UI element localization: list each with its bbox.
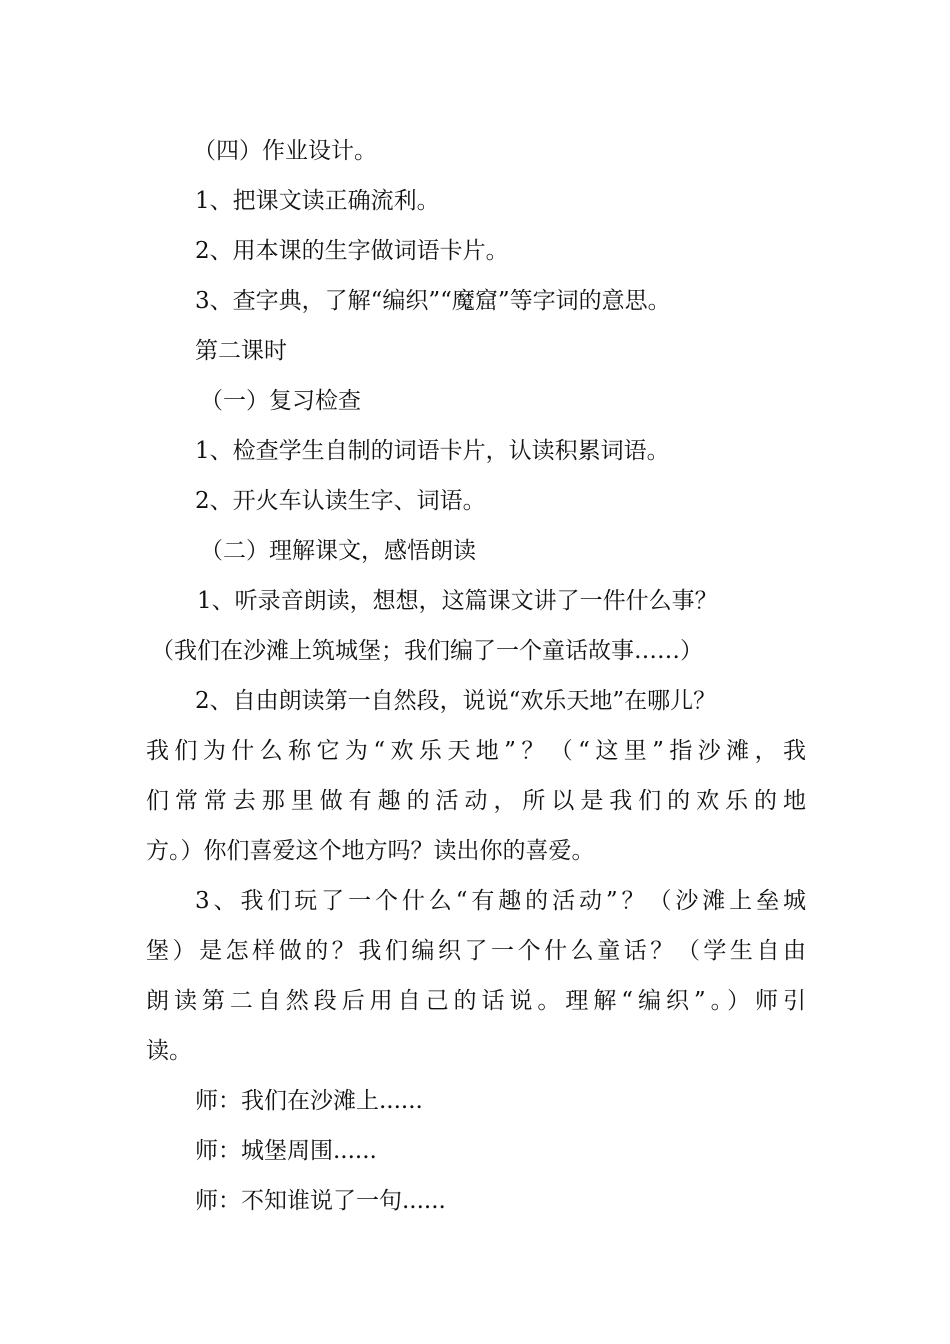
paragraph-line: 堡）是怎样做的？我们编织了一个什么童话？（学生自由 <box>146 938 806 964</box>
paragraph-line: 1、听录音朗读，想想，这篇课文讲了一件什么事？ <box>197 588 718 614</box>
paragraph-line: 2、自由朗读第一自然段，说说“欢乐天地”在哪儿？ <box>195 688 717 714</box>
dialogue-line: 师：不知谁说了一句...... <box>195 1188 446 1214</box>
paragraph-line: 我们为什么称它为“欢乐天地”？（“这里”指沙滩，我 <box>146 738 806 764</box>
dialogue-line: 师：城堡周围...... <box>195 1138 377 1164</box>
paragraph-line: 3、查字典，了解“编织”“魔窟”等字词的意思。 <box>195 288 671 314</box>
lesson-heading: 第二课时 <box>195 338 287 364</box>
paragraph-line: 读。 <box>146 1038 192 1064</box>
paragraph-line: 1、检查学生自制的词语卡片，认读积累词语。 <box>195 438 670 464</box>
dialogue-line: 师：我们在沙滩上...... <box>195 1088 423 1114</box>
paragraph-line: 2、开火车认读生字、词语。 <box>195 488 486 514</box>
paragraph-line: 3、我们玩了一个什么“有趣的活动”？（沙滩上垒城 <box>195 888 806 914</box>
section-heading-homework: （四）作业设计。 <box>193 138 377 164</box>
section-heading-review: （一）复习检查 <box>200 388 361 414</box>
paragraph-line: （我们在沙滩上筑城堡；我们编了一个童话故事……） <box>151 638 703 664</box>
paragraph-line: 2、用本课的生字做词语卡片。 <box>195 238 509 264</box>
paragraph-line: 1、把课文读正确流利。 <box>195 188 440 214</box>
section-heading-understanding: （二）理解课文，感悟朗读 <box>200 538 476 564</box>
paragraph-line: 方。）你们喜爱这个地方吗？读出你的喜爱。 <box>146 838 595 864</box>
paragraph-line: 朗读第二自然段后用自己的话说。理解“编织”。）师引 <box>146 988 806 1014</box>
paragraph-line: 们常常去那里做有趣的活动，所以是我们的欢乐的地 <box>146 788 806 814</box>
